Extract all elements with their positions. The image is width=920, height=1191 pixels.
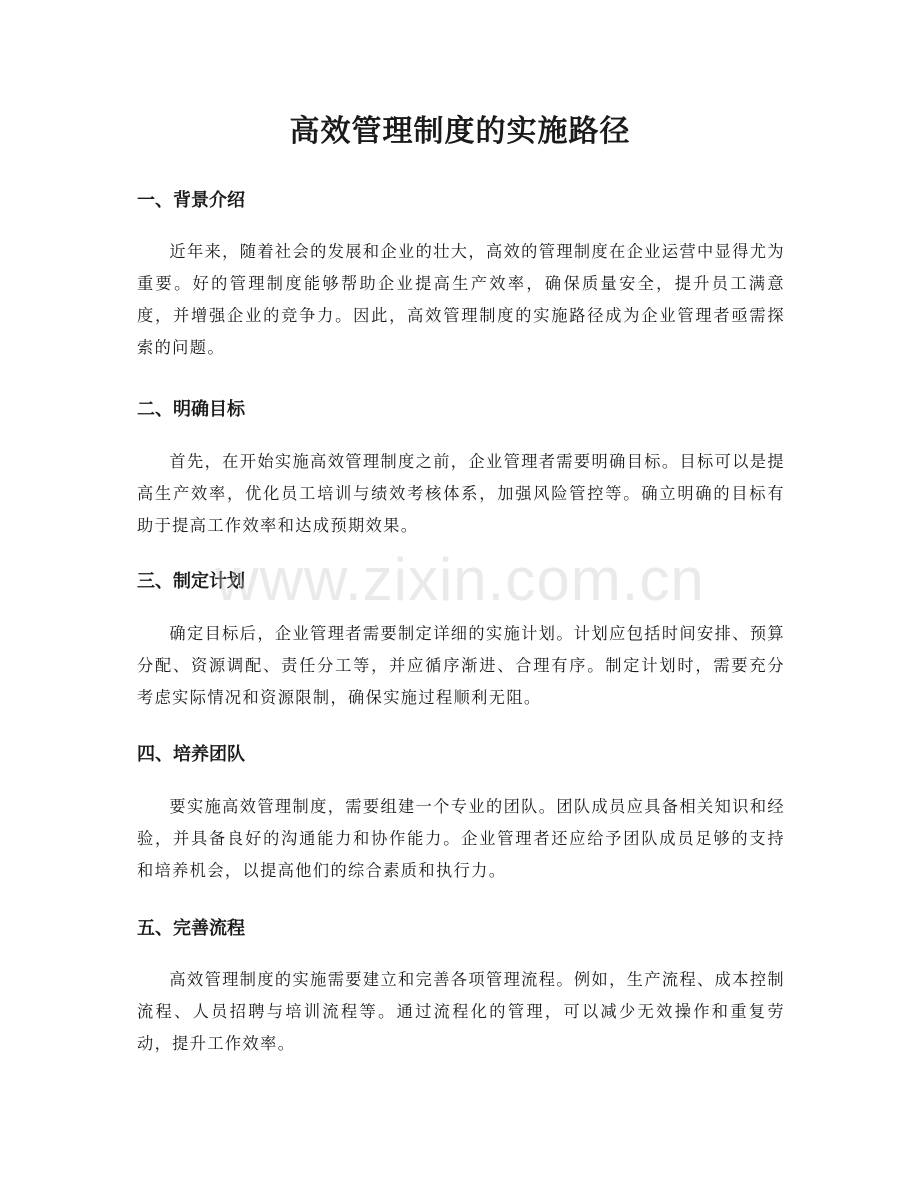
section-body-goals: 首先，在开始实施高效管理制度之前，企业管理者需要明确目标。目标可以是提高生产效率，优化员工培训与绩效考核体系，加强风险管控等。确立明确的目标有助于提高工作效率和达成预期效果。 [137, 452, 785, 535]
section-heading-background: 一、背景介绍 [137, 190, 245, 211]
section-body-team: 要实施高效管理制度，需要组建一个专业的团队。团队成员应具备相关知识和经验，并具备良好的沟通能力和协作能力。企业管理者还应给予团队成员足够的支持和培养机会，以提高他们的综合素质和执行力。 [137, 797, 785, 880]
section-body-background: 近年来，随着社会的发展和企业的壮大，高效的管理制度在企业运营中显得尤为重要。好的管理制度能够帮助企业提高生产效率，确保质量安全，提升员工满意度，并增强企业的竞争力。因此，高效管理制度的实施路径成为企业管理者亟需探索的问题。 [137, 242, 785, 357]
section-heading-plan: 三、制定计划 [137, 571, 245, 592]
section-body-process: 高效管理制度的实施需要建立和完善各项管理流程。例如，生产流程、成本控制流程、人员招聘与培训流程等。通过流程化的管理，可以减少无效操作和重复劳动，提升工作效率。 [137, 970, 785, 1053]
section-body-plan: 确定目标后，企业管理者需要制定详细的实施计划。计划应包括时间安排、预算分配、资源调配、责任分工等，并应循序渐进、合理有序。制定计划时，需要充分考虑实际情况和资源限制，确保实施过程顺利无阻。 [137, 624, 785, 707]
section-heading-team: 四、培养团队 [137, 744, 245, 765]
section-heading-process: 五、完善流程 [137, 918, 245, 939]
watermark-text: www.zixin.com.cn [215, 546, 705, 613]
page-title: 高效管理制度的实施路径 [289, 114, 631, 149]
section-heading-goals: 二、明确目标 [137, 399, 245, 420]
